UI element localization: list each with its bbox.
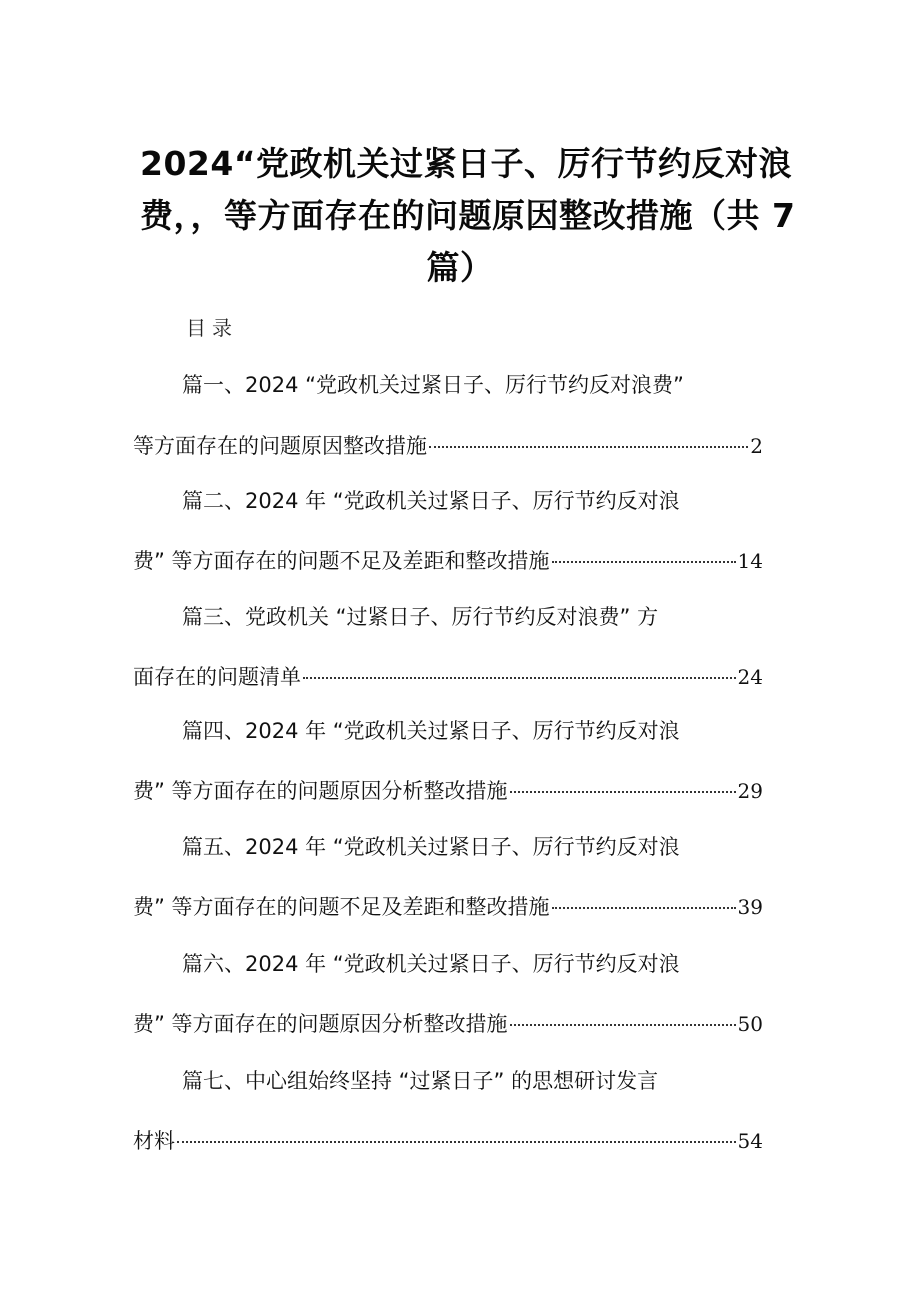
title-line-1: 2024“党政机关过紧日子、厉行节约反对浪: [140, 144, 793, 183]
toc-page-number: 39: [737, 895, 763, 919]
toc-entry-text: 费” 等方面存在的问题原因分析整改措施: [133, 779, 508, 803]
toc-entry-6-line-1: 篇六、2024 年 “党政机关过紧日子、厉行节约反对浪: [182, 952, 680, 976]
toc-entry-4-line-1: 篇四、2024 年 “党政机关过紧日子、厉行节约反对浪: [182, 719, 680, 743]
toc-entry-1-line-1: 篇一、2024 “党政机关过紧日子、厉行节约反对浪费”: [182, 373, 684, 397]
toc-entry-6-line-2: [133, 1007, 763, 1038]
toc-entry-text: 费” 等方面存在的问题不足及差距和整改措施: [133, 895, 550, 919]
toc-entry-text: 等方面存在的问题原因整改措施: [133, 434, 427, 458]
dot-leader: [510, 1002, 736, 1026]
toc-page-number: 14: [737, 549, 763, 573]
toc-heading: 目录: [186, 316, 238, 340]
toc-entry-5-line-1: 篇五、2024 年 “党政机关过紧日子、厉行节约反对浪: [182, 835, 680, 859]
dot-leader: [552, 539, 736, 563]
dot-leader: [552, 885, 736, 909]
toc-entry-3-line-1: 篇三、党政机关 “过紧日子、厉行节约反对浪费” 方: [182, 605, 659, 629]
toc-entry-text: 费” 等方面存在的问题不足及差距和整改措施: [133, 549, 550, 573]
title-line-2: 费，，等方面存在的问题原因整改措施（共 7: [140, 196, 796, 235]
toc-page-number: 2: [750, 434, 763, 458]
toc-page-number: 50: [737, 1012, 763, 1036]
document-title: [140, 138, 796, 294]
toc-entry-4-line-2: [133, 774, 763, 805]
toc-entry-1-line-2: [133, 429, 763, 460]
toc-entry-text: 材料: [133, 1129, 175, 1153]
dot-leader: [429, 424, 748, 448]
toc-entry-7-line-2: [133, 1124, 763, 1155]
dot-leader: [303, 655, 736, 679]
dot-leader: [177, 1119, 736, 1143]
toc-entry-text: 费” 等方面存在的问题原因分析整改措施: [133, 1012, 508, 1036]
toc-entry-2-line-2: [133, 544, 763, 575]
toc-page-number: 24: [737, 665, 763, 689]
toc-entry-2-line-1: 篇二、2024 年 “党政机关过紧日子、厉行节约反对浪: [182, 489, 680, 513]
toc-entry-5-line-2: [133, 890, 763, 921]
toc-page-number: 54: [737, 1129, 763, 1153]
dot-leader: [510, 769, 736, 793]
toc-entry-text: 面存在的问题清单: [133, 665, 301, 689]
toc-page-number: 29: [737, 779, 763, 803]
toc-entry-3-line-2: [133, 660, 763, 691]
title-line-3: 篇）: [426, 248, 494, 287]
toc-entry-7-line-1: 篇七、中心组始终坚持 “过紧日子” 的思想研讨发言: [182, 1069, 659, 1093]
